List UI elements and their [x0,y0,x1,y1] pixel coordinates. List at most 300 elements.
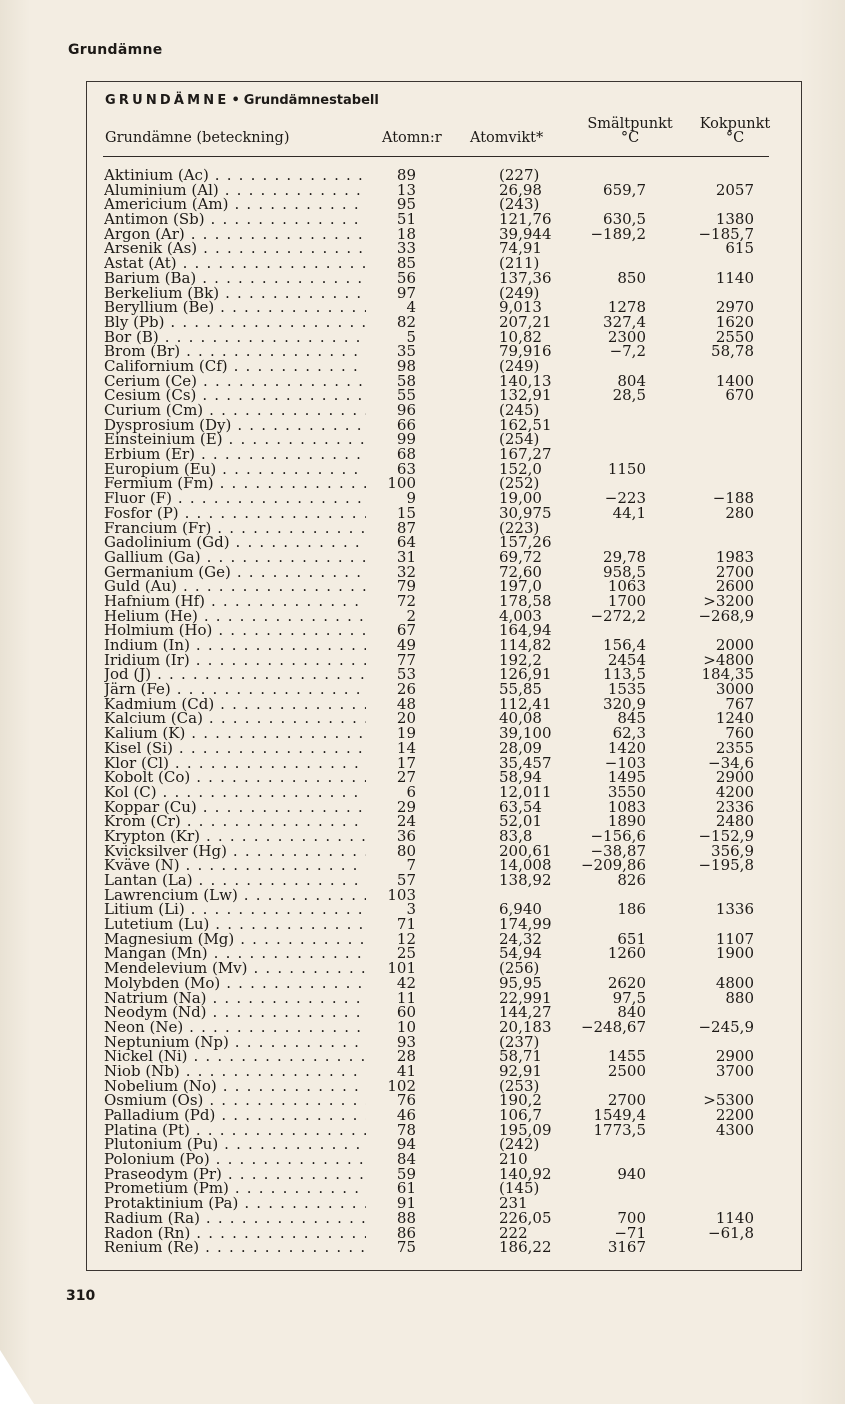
table-row [0,973,845,992]
atomic-number: 24 [396,812,416,831]
element-name: Holmium (Ho) . . . [104,623,366,638]
atomic-weight: 72,60 [499,562,542,581]
element-name: Mendelevium (Mv) . . . [104,961,366,976]
atomic-weight: 58,94 [499,768,542,787]
element-name: Kol (C) . . . [104,785,366,800]
element-name: Cerium (Ce) . . . [104,374,366,389]
atomic-weight: 10,82 [499,327,542,346]
atomic-weight: 144,27 [499,1003,552,1022]
header-atomic-number: Atomn:r [382,130,442,146]
element-name: Fermium (Fm) . . . [104,476,366,491]
melting-point: 1083 [607,797,646,816]
atomic-weight: 200,61 [499,841,552,860]
atomic-weight: 207,21 [499,312,552,331]
melting-point: 327,4 [603,312,646,331]
element-name: Beryllium (Be) . . . [104,300,366,315]
boiling-point: 2600 [715,577,754,596]
melting-point: 840 [617,1003,646,1022]
melting-point: 320,9 [603,694,646,713]
atomic-number: 49 [396,636,416,654]
atomic-weight: (227) [499,166,540,184]
table-row [0,711,845,726]
element-name: Neptunium (Np) . . . [104,1035,366,1050]
table-row [0,858,845,873]
atomic-weight: 126,91 [499,665,552,684]
page-number: 310 [66,1288,96,1304]
boiling-point: −268,9 [698,606,754,625]
atomic-number: 95 [396,195,416,214]
table-title-bullet: • [231,93,240,108]
atomic-weight: 19,00 [499,489,542,508]
atomic-weight: (249) [499,356,540,375]
melting-point: 2620 [607,973,646,992]
atomic-number: 42 [396,973,416,992]
element-name: Platina (Pt) . . . [104,1123,366,1138]
boiling-point: 1107 [715,929,754,948]
atomic-number: 85 [396,254,416,273]
atomic-number: 14 [396,738,416,757]
element-name: Argon (Ar) . . . [104,227,366,242]
table-body [0,168,845,1255]
melting-point: 958,5 [603,562,646,581]
table-row [0,1137,845,1152]
element-name: Einsteinium (E) . . . [104,432,366,447]
table-title-rest: Grundämnestabell [243,93,379,108]
boiling-point: 4200 [715,782,754,801]
atomic-weight: 24,32 [499,929,542,948]
table-row [0,988,845,1007]
atomic-number: 27 [396,768,416,787]
header-melting-label: Smältpunkt [587,116,673,132]
table-row [0,682,845,697]
element-name: Francium (Fr) . . . [104,521,366,536]
melting-point: 62,3 [612,724,646,743]
atomic-number: 29 [396,797,416,816]
melting-point: 29,78 [603,547,646,566]
atomic-number: 9 [406,489,416,508]
element-name: Jod (J) . . . [104,667,366,682]
atomic-number: 25 [396,944,416,963]
melting-point: 1890 [607,812,646,831]
boiling-point: −61,8 [708,1223,754,1242]
atomic-number: 94 [396,1135,416,1154]
element-name: Krom (Cr) . . . [104,814,366,829]
melting-point: 1773,5 [593,1120,646,1139]
table-title-caps: GRUNDÄMNE [105,93,230,108]
table-row [0,388,845,403]
atomic-weight: 132,91 [499,386,552,405]
boiling-point: 1140 [715,1208,754,1227]
atomic-number: 56 [396,268,416,287]
boiling-point: 2355 [715,738,754,757]
atomic-weight: 39,944 [499,224,552,243]
atomic-weight: 12,011 [499,782,552,801]
element-name: Protaktinium (Pa) . . . [104,1196,366,1211]
atomic-weight: 55,85 [499,680,542,699]
atomic-number: 28 [396,1047,416,1066]
table-row [0,1017,845,1036]
melting-point: 2500 [607,1061,646,1080]
element-name: Erbium (Er) . . . [104,447,366,462]
element-name: Gallium (Ga) . . . [104,550,366,565]
element-name: Osmium (Os) . . . [104,1093,366,1108]
boiling-point: 1140 [715,268,754,287]
atomic-number: 71 [396,915,416,934]
atomic-weight: (256) [499,959,540,978]
element-name: Aluminium (Al) . . . [104,183,366,198]
boiling-point: 3700 [715,1061,754,1080]
atomic-number: 78 [396,1120,416,1139]
page-corner [0,1350,34,1404]
boiling-point: 1983 [715,547,754,566]
table-row [0,491,845,506]
table-row [0,403,845,418]
atomic-weight: (145) [499,1179,540,1198]
melting-point: 1063 [607,577,646,596]
table-row [0,1240,845,1255]
element-name: Germanium (Ge) . . . [104,565,366,580]
atomic-weight: 226,05 [499,1208,552,1227]
element-name: Radon (Rn) . . . [104,1226,366,1241]
atomic-number: 19 [396,724,416,743]
atomic-number: 96 [396,401,416,419]
element-name: Plutonium (Pu) . . . [104,1137,366,1152]
atomic-number: 77 [396,650,416,669]
atomic-weight: 186,22 [499,1238,552,1257]
boiling-point: 2336 [715,797,754,816]
atomic-weight: 20,183 [499,1017,552,1036]
atomic-weight: 40,08 [499,709,542,728]
element-name: Californium (Cf) . . . [104,359,366,374]
atomic-weight: 162,51 [499,415,552,434]
melting-point: 1535 [607,680,646,699]
boiling-point: −185,7 [698,224,754,243]
melting-point: −103 [604,753,646,772]
table-row [0,1061,845,1080]
atomic-number: 55 [396,386,416,405]
melting-point: 1150 [607,459,646,478]
melting-point: 804 [617,371,646,390]
melting-point: −223 [604,489,646,508]
atomic-weight: 74,91 [499,239,542,258]
table-row [0,241,845,256]
boiling-point: 1336 [715,900,754,919]
element-name: Järn (Fe) . . . [104,682,366,697]
boiling-point: 1620 [715,312,754,331]
atomic-weight: 195,09 [499,1120,552,1139]
header-boiling-point [692,117,778,145]
element-name: Antimon (Sb) . . . [104,212,366,227]
boiling-point: 2700 [715,562,754,581]
melting-point: 630,5 [603,210,646,229]
atomic-number: 72 [396,591,416,610]
atomic-weight: 63,54 [499,797,542,816]
melting-point: −71 [614,1223,646,1242]
table-row [0,344,845,359]
atomic-number: 61 [396,1179,416,1198]
boiling-point: 880 [725,988,754,1007]
melting-point: 156,4 [603,636,646,654]
melting-point: 1260 [607,944,646,963]
element-name: Astat (At) . . . [104,256,366,271]
element-name: Kväve (N) . . . [104,858,366,873]
atomic-weight: 35,457 [499,753,552,772]
element-name: Natrium (Na) . . . [104,991,366,1006]
element-name: Nobelium (No) . . . [104,1079,366,1094]
boiling-point: >3200 [703,591,754,610]
atomic-number: 18 [396,224,416,243]
atomic-weight: (253) [499,1076,540,1095]
atomic-weight: 157,26 [499,533,552,552]
header-rule [103,156,769,157]
atomic-weight: 28,09 [499,738,542,757]
atomic-weight: 54,94 [499,944,542,963]
melting-point: −209,86 [580,856,646,875]
melting-point: 1549,4 [593,1106,646,1124]
melting-point: 113,5 [603,665,646,684]
atomic-number: 26 [396,680,416,699]
atomic-weight: 140,92 [499,1164,552,1183]
element-name: Polonium (Po) . . . [104,1152,366,1167]
element-name: Guld (Au) . . . [104,579,366,594]
atomic-number: 48 [396,694,416,713]
atomic-number: 82 [396,312,416,331]
element-name: Klor (Cl) . . . [104,756,366,771]
element-name: Americium (Am) . . . [104,197,366,212]
melting-point: −189,2 [590,224,646,243]
atomic-number: 79 [396,577,416,596]
atomic-number: 58 [396,371,416,390]
table-row [0,268,845,287]
atomic-number: 99 [396,430,416,449]
element-name: Kisel (Si) . . . [104,741,366,756]
atomic-weight: 114,82 [499,636,552,654]
atomic-weight: 137,36 [499,268,552,287]
boiling-point: 1380 [715,210,754,229]
melting-point: 940 [617,1164,646,1183]
boiling-point: 2000 [715,636,754,654]
melting-point: 28,5 [612,386,646,405]
table-row [0,371,845,390]
atomic-weight: (249) [499,283,540,302]
atomic-number: 53 [396,665,416,684]
melting-point: 2700 [607,1091,646,1110]
table-row [0,606,845,625]
table-row [0,1223,845,1242]
element-name: Niob (Nb) . . . [104,1064,366,1079]
header-melting-unit: °C [620,130,640,146]
boiling-point: −152,9 [698,826,754,845]
atomic-number: 4 [406,298,416,317]
boiling-point: 615 [725,239,754,258]
melting-point: 97,5 [612,988,646,1007]
element-name: Praseodym (Pr) . . . [104,1167,366,1182]
atomic-weight: 9,013 [499,298,542,317]
atomic-number: 102 [387,1076,416,1095]
atomic-number: 59 [396,1164,416,1183]
element-name: Bor (B) . . . [104,330,366,345]
table-row [0,459,845,478]
element-name: Mangan (Mn) . . . [104,946,366,961]
boiling-point: 2900 [715,1047,754,1066]
atomic-weight: (245) [499,401,540,419]
melting-point: 44,1 [612,503,646,522]
atomic-number: 35 [396,342,416,361]
atomic-number: 51 [396,210,416,229]
element-name: Curium (Cm) . . . [104,403,366,418]
table-row [0,1181,845,1196]
atomic-number: 17 [396,753,416,772]
boiling-point: 3000 [715,680,754,699]
element-name: Brom (Br) . . . [104,344,366,359]
boiling-point: 1240 [715,709,754,728]
boiling-point: 2900 [715,768,754,787]
element-name: Bly (Pb) . . . [104,315,366,330]
element-name: Kalium (K) . . . [104,726,366,741]
atomic-number: 63 [396,459,416,478]
atomic-weight: (243) [499,195,540,214]
atomic-number: 33 [396,239,416,258]
atomic-weight: 112,41 [499,694,552,713]
boiling-point: 2200 [715,1106,754,1124]
table-row [0,1164,845,1183]
atomic-weight: 69,72 [499,547,542,566]
table-row [0,1152,845,1167]
element-name: Gadolinium (Gd) . . . [104,535,366,550]
element-name: Prometium (Pm) . . . [104,1181,366,1196]
atomic-number: 68 [396,445,416,464]
boiling-point: 280 [725,503,754,522]
atomic-weight: (252) [499,474,540,493]
element-name: Litium (Li) . . . [104,902,366,917]
atomic-weight: 167,27 [499,445,552,464]
melting-point: 659,7 [603,180,646,199]
boiling-point: 2480 [715,812,754,831]
boiling-point: −195,8 [698,856,754,875]
table-row [0,447,845,462]
atomic-weight: 164,94 [499,621,552,640]
atomic-weight: 79,916 [499,342,552,361]
atomic-weight: 52,01 [499,812,542,831]
atomic-weight: 197,0 [499,577,542,596]
table-row [0,873,845,888]
melting-point: 1278 [607,298,646,317]
element-name: Barium (Ba) . . . [104,271,366,286]
header-boiling-unit: °C [725,130,745,146]
element-name: Fosfor (P) . . . [104,506,366,521]
atomic-weight: (242) [499,1135,540,1154]
atomic-number: 98 [396,356,416,375]
boiling-point: 1900 [715,944,754,963]
boiling-point: >4800 [703,650,754,669]
atomic-number: 60 [396,1003,416,1022]
element-name: Hafnium (Hf) . . . [104,594,366,609]
atomic-weight: 83,8 [499,826,533,845]
atomic-number: 7 [406,856,416,875]
atomic-weight: 22,991 [499,988,552,1007]
melting-point: 2454 [607,650,646,669]
atomic-number: 76 [396,1091,416,1110]
boiling-point: 670 [725,386,754,405]
atomic-number: 93 [396,1032,416,1051]
table-row [0,946,845,961]
element-name: Arsenik (As) . . . [104,241,366,256]
melting-point: −156,6 [590,826,646,845]
atomic-number: 89 [396,166,416,184]
atomic-number: 67 [396,621,416,640]
element-name: Koppar (Cu) . . . [104,800,366,815]
atomic-number: 88 [396,1208,416,1227]
boiling-point: 4300 [715,1120,754,1139]
element-name: Molybden (Mo) . . . [104,976,366,991]
melting-point: 826 [617,871,646,889]
atomic-number: 75 [396,1238,416,1257]
atomic-weight: (237) [499,1032,540,1051]
element-name: Lantan (La) . . . [104,873,366,888]
element-name: Krypton (Kr) . . . [104,829,366,844]
atomic-weight: 210 [499,1150,528,1169]
element-name: Berkelium (Bk) . . . [104,286,366,301]
table-title [105,93,379,108]
atomic-weight: 30,975 [499,503,552,522]
atomic-number: 20 [396,709,416,728]
atomic-weight: 121,76 [499,210,552,229]
boiling-point: 184,35 [701,665,754,684]
melting-point: −272,2 [590,606,646,625]
melting-point: 845 [617,709,646,728]
boiling-point: 760 [725,724,754,743]
atomic-weight: 192,2 [499,650,542,669]
table-row [0,415,845,434]
melting-point: 3167 [607,1238,646,1257]
atomic-number: 57 [396,871,416,889]
running-head: Grundämne [68,42,163,58]
atomic-weight: (223) [499,518,540,537]
element-name: Helium (He) . . . [104,609,366,624]
atomic-number: 97 [396,283,416,302]
element-name: Fluor (F) . . . [104,491,366,506]
atomic-weight: 14,008 [499,856,552,875]
melting-point: −248,67 [580,1017,646,1036]
table-row [0,224,845,243]
table-row [0,503,845,522]
atomic-number: 41 [396,1061,416,1080]
melting-point: 2300 [607,327,646,346]
boiling-point: 2970 [715,298,754,317]
melting-point: 700 [617,1208,646,1227]
atomic-weight: 92,91 [499,1061,542,1080]
atomic-weight: 222 [499,1223,528,1242]
atomic-number: 15 [396,503,416,522]
atomic-weight: 95,95 [499,973,542,992]
atomic-number: 91 [396,1194,416,1213]
atomic-weight: 106,7 [499,1106,542,1124]
header-name: Grundämne (beteckning) [105,130,290,146]
atomic-weight: 39,100 [499,724,552,743]
melting-point: 186 [617,900,646,919]
atomic-number: 84 [396,1150,416,1169]
atomic-weight: (254) [499,430,540,449]
atomic-number: 32 [396,562,416,581]
atomic-number: 3 [406,900,416,919]
atomic-number: 101 [387,959,416,978]
atomic-weight: 231 [499,1194,528,1213]
melting-point: 1420 [607,738,646,757]
header-melting-point [582,117,678,145]
boiling-point: 356,9 [711,841,754,860]
melting-point: 1495 [607,768,646,787]
boiling-point: −245,9 [698,1017,754,1036]
